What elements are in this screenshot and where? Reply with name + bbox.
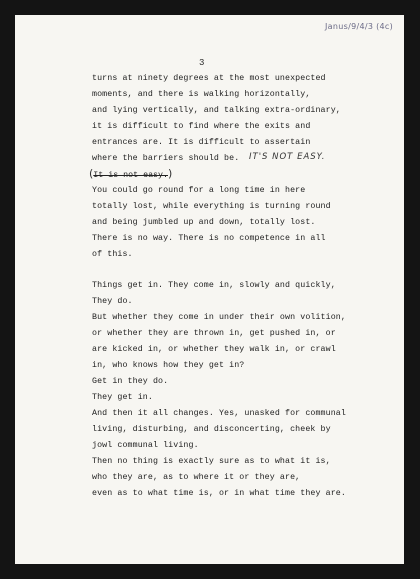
text-line: They do.	[92, 297, 133, 306]
text-line: or whether they are thrown in, get pushed in, or	[92, 329, 336, 338]
text-line: where the barriers should be.	[92, 154, 240, 163]
text-line: And then it all changes. Yes, unasked for communal	[92, 409, 346, 418]
text-line: jowl communal living.	[92, 441, 199, 450]
struck-sentence	[89, 167, 172, 180]
text-line: entrances are. It is difficult to assertain	[92, 138, 311, 147]
text-line: There is no way. There is no competence in all	[92, 234, 326, 243]
struck-text: It is not easy.	[93, 171, 168, 180]
text-line: You could go round for a long time in here	[92, 186, 306, 195]
page-number: 3	[199, 58, 205, 68]
text-line: it is difficult to find where the exits and	[92, 122, 311, 131]
text-line: are kicked in, or whether they walk in, or crawl	[92, 345, 336, 354]
text-line: moments, and there is walking horizontally,	[92, 90, 311, 99]
text-line: turns at ninety degrees at the most unexpected	[92, 74, 326, 83]
text-line: who they are, as to where it or they are,	[92, 473, 301, 482]
text-line: totally lost, while everything is turning round	[92, 202, 331, 211]
archive-reference: Janus/9/4/3 (4c)	[325, 22, 393, 31]
text-line: Get in they do.	[92, 377, 169, 386]
close-bracket-mark: )	[167, 167, 173, 180]
text-line: and lying vertically, and talking extra-ordinary,	[92, 106, 341, 115]
text-line: of this.	[92, 250, 133, 259]
text-line: even as to what time is, or in what time they are.	[92, 489, 346, 498]
text-line: in, who knows how they get in?	[92, 361, 245, 370]
text-line: and being jumbled up and down, totally lost.	[92, 218, 316, 227]
text-line: They get in.	[92, 393, 153, 402]
text-line: But whether they come in under their own volition,	[92, 313, 346, 322]
handwritten-annotation: IT'S NOT EASY.	[249, 152, 326, 162]
text-line: Things get in. They come in, slowly and quickly,	[92, 281, 336, 290]
typescript-page	[15, 15, 404, 564]
open-bracket-mark: (	[89, 167, 94, 180]
text-line: Then no thing is exactly sure as to what it is,	[92, 457, 331, 466]
text-line: living, disturbing, and disconcerting, cheek by	[92, 425, 331, 434]
